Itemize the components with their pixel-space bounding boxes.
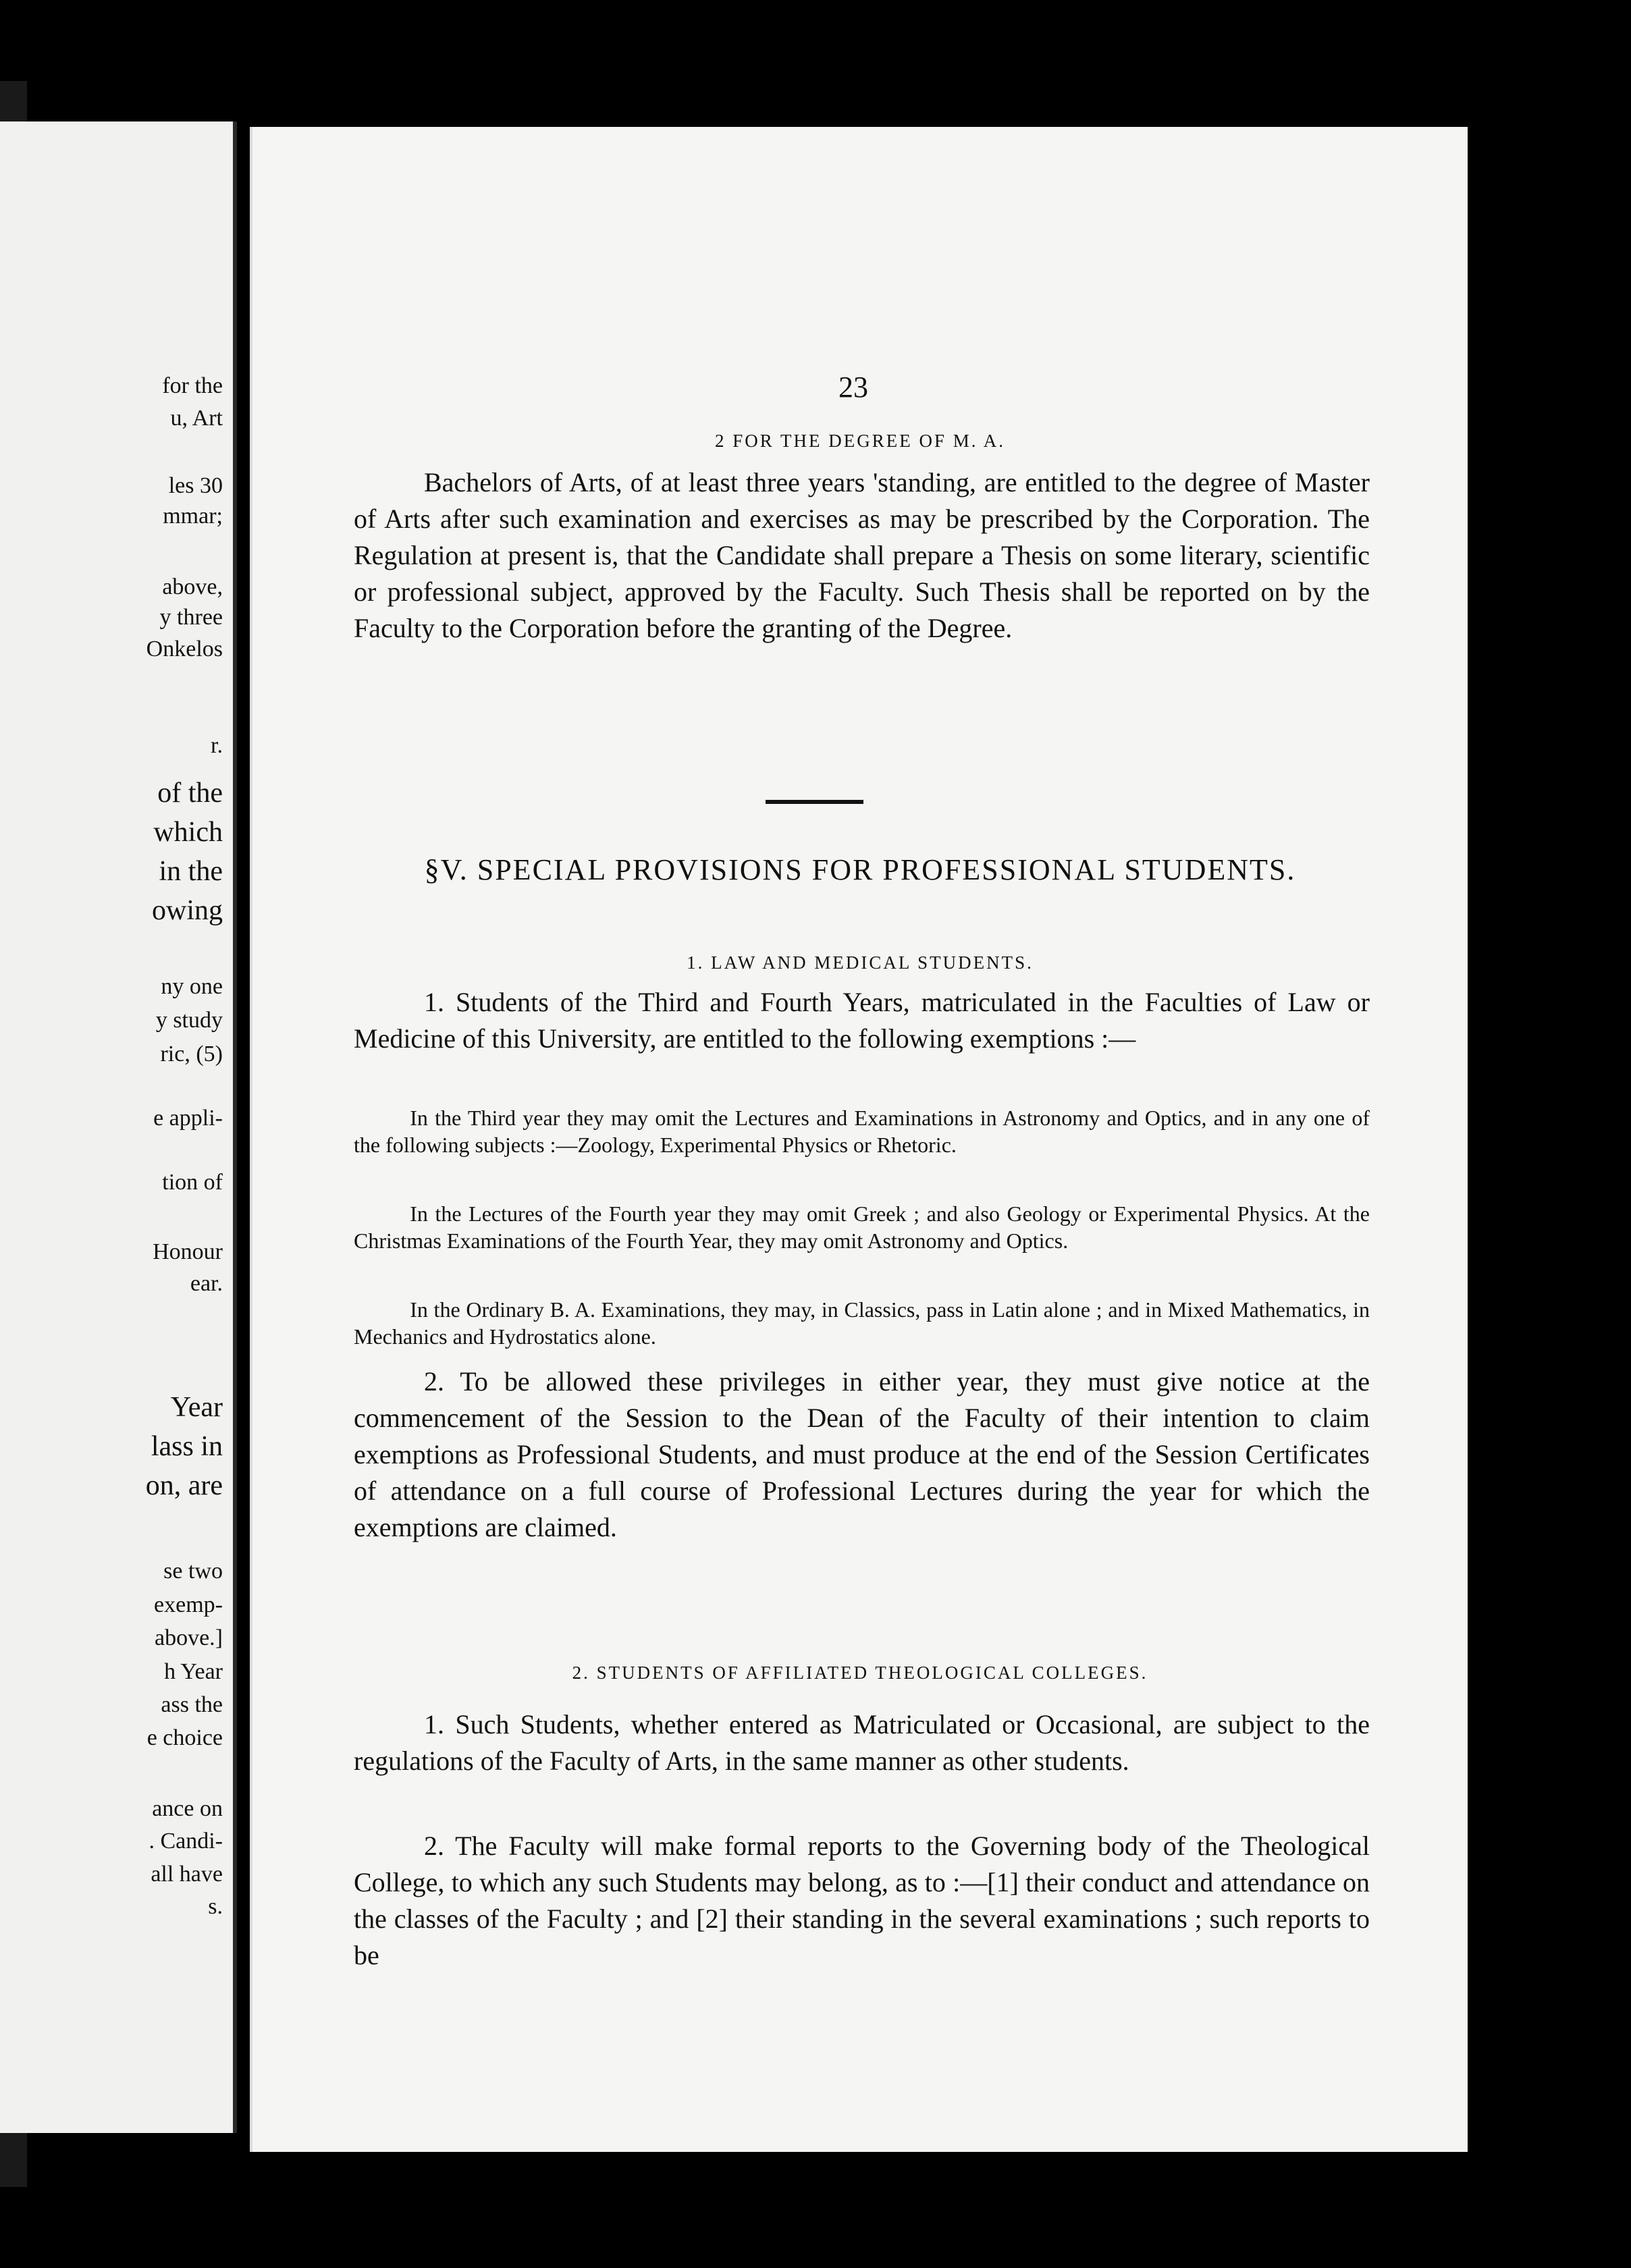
left-page-line: lass in <box>151 1431 223 1462</box>
left-page-line: in the <box>159 856 223 887</box>
left-page-line: above.] <box>154 1625 223 1650</box>
left-page-line: y study <box>155 1008 223 1033</box>
left-page-line: s. <box>208 1894 223 1919</box>
main-page <box>250 127 1468 2152</box>
left-page-line: of the <box>157 778 223 809</box>
left-page-line: y three <box>159 605 223 630</box>
law-medical-ordinary-ba: In the Ordinary B. A. Examinations, they may, in Classics, pass in Latin alone ; and in Mixed Mathematics, in Mechanics and Hydrostatics alone. <box>354 1297 1370 1349</box>
left-page-line: above, <box>162 574 223 599</box>
left-page-line: ny one <box>161 974 223 999</box>
page-number: 23 <box>838 371 868 404</box>
left-page-line: tion of <box>162 1170 223 1195</box>
left-page-line: r. <box>211 733 223 758</box>
left-page-line: which <box>153 817 223 848</box>
left-page-line: Year <box>170 1392 223 1423</box>
theological-heading: 2. STUDENTS OF AFFILIATED THEOLOGICAL COLLEGES. <box>572 1663 1148 1683</box>
left-page-line: e choice <box>146 1725 223 1750</box>
left-page-line: Onkelos <box>146 637 223 662</box>
left-page-line: . Candi- <box>149 1829 223 1854</box>
left-page-fragment <box>0 122 237 2133</box>
section-divider <box>766 800 863 804</box>
left-page-line: e appli- <box>153 1106 223 1131</box>
left-page-line: owing <box>152 895 223 926</box>
left-page-line: ric, (5) <box>160 1042 223 1066</box>
law-medical-heading: 1. LAW AND MEDICAL STUDENTS. <box>687 952 1034 973</box>
law-medical-third-year: In the Third year they may omit the Lectures and Examinations in Astronomy and Optics, and in any one of the following subjects :—Zoology, Experimental Physics or Rhetoric. <box>354 1106 1370 1157</box>
law-medical-fourth-year: In the Lectures of the Fourth year they may omit Greek ; and also Geology or Experimental Physics. At the Christmas Examinations of the Fourth Year, they may omit Astronomy and Optics. <box>354 1202 1370 1253</box>
left-page-line: ance on <box>152 1796 223 1821</box>
left-page-line: mmar; <box>163 504 223 529</box>
left-page-line: u, Art <box>170 406 223 431</box>
left-page-line: exemp- <box>154 1592 223 1617</box>
theological-paragraph-1: 1. Such Students, whether entered as Matriculated or Occasional, are subject to the regulations of the Faculty of Arts, in the same manner as other students. <box>354 1709 1370 1776</box>
left-page-line: on, are <box>145 1470 223 1501</box>
ma-degree-paragraph: Bachelors of Arts, of at least three years 'standing, are entitled to the degree of Master of Arts after such examination and exercises as may be prescribed by the Corporation. The Regulation at present is, that the Candidate shall prepare a Thesis on some literary, scientific or professional subject, approved by the Faculty. Such Thesis shall be reported on by the Faculty to the Corporation before the granting of the Degree. <box>354 467 1370 643</box>
left-page-line: for the <box>162 373 223 398</box>
left-page-line: Honour <box>153 1239 223 1264</box>
left-page-line: ear. <box>190 1271 223 1296</box>
section-v-title: §V. SPECIAL PROVISIONS FOR PROFESSIONAL STUDENTS. <box>424 853 1296 886</box>
left-page-line: se two <box>163 1559 223 1584</box>
law-medical-paragraph-2: 2. To be allowed these privileges in either year, they must give notice at the commencement of the Session to the Dean of the Faculty of their intention to claim exemptions as Professional Students, and must produce at the end of the Session Certificates of attendance on a full course of Professional Lectures during the year for which the exemptions are claimed. <box>354 1366 1370 1542</box>
left-page-line: all have <box>151 1862 223 1887</box>
left-page-line: ass the <box>161 1692 223 1717</box>
theological-paragraph-2: 2. The Faculty will make formal reports to the Governing body of the Theological College, to which any such Students may belong, as to :—[1] their conduct and attendance on the classes of the Faculty ; and [2] their standing in the several examinations ; such reports to be <box>354 1831 1370 1970</box>
left-page-line: les 30 <box>168 473 223 498</box>
left-page-line: h Year <box>164 1659 223 1684</box>
law-medical-paragraph-1: 1. Students of the Third and Fourth Years, matriculated in the Faculties of Law or Medicine of this University, are entitled to the following exemptions :— <box>354 987 1370 1054</box>
ma-degree-heading: 2 FOR THE DEGREE OF M. A. <box>714 431 1006 451</box>
